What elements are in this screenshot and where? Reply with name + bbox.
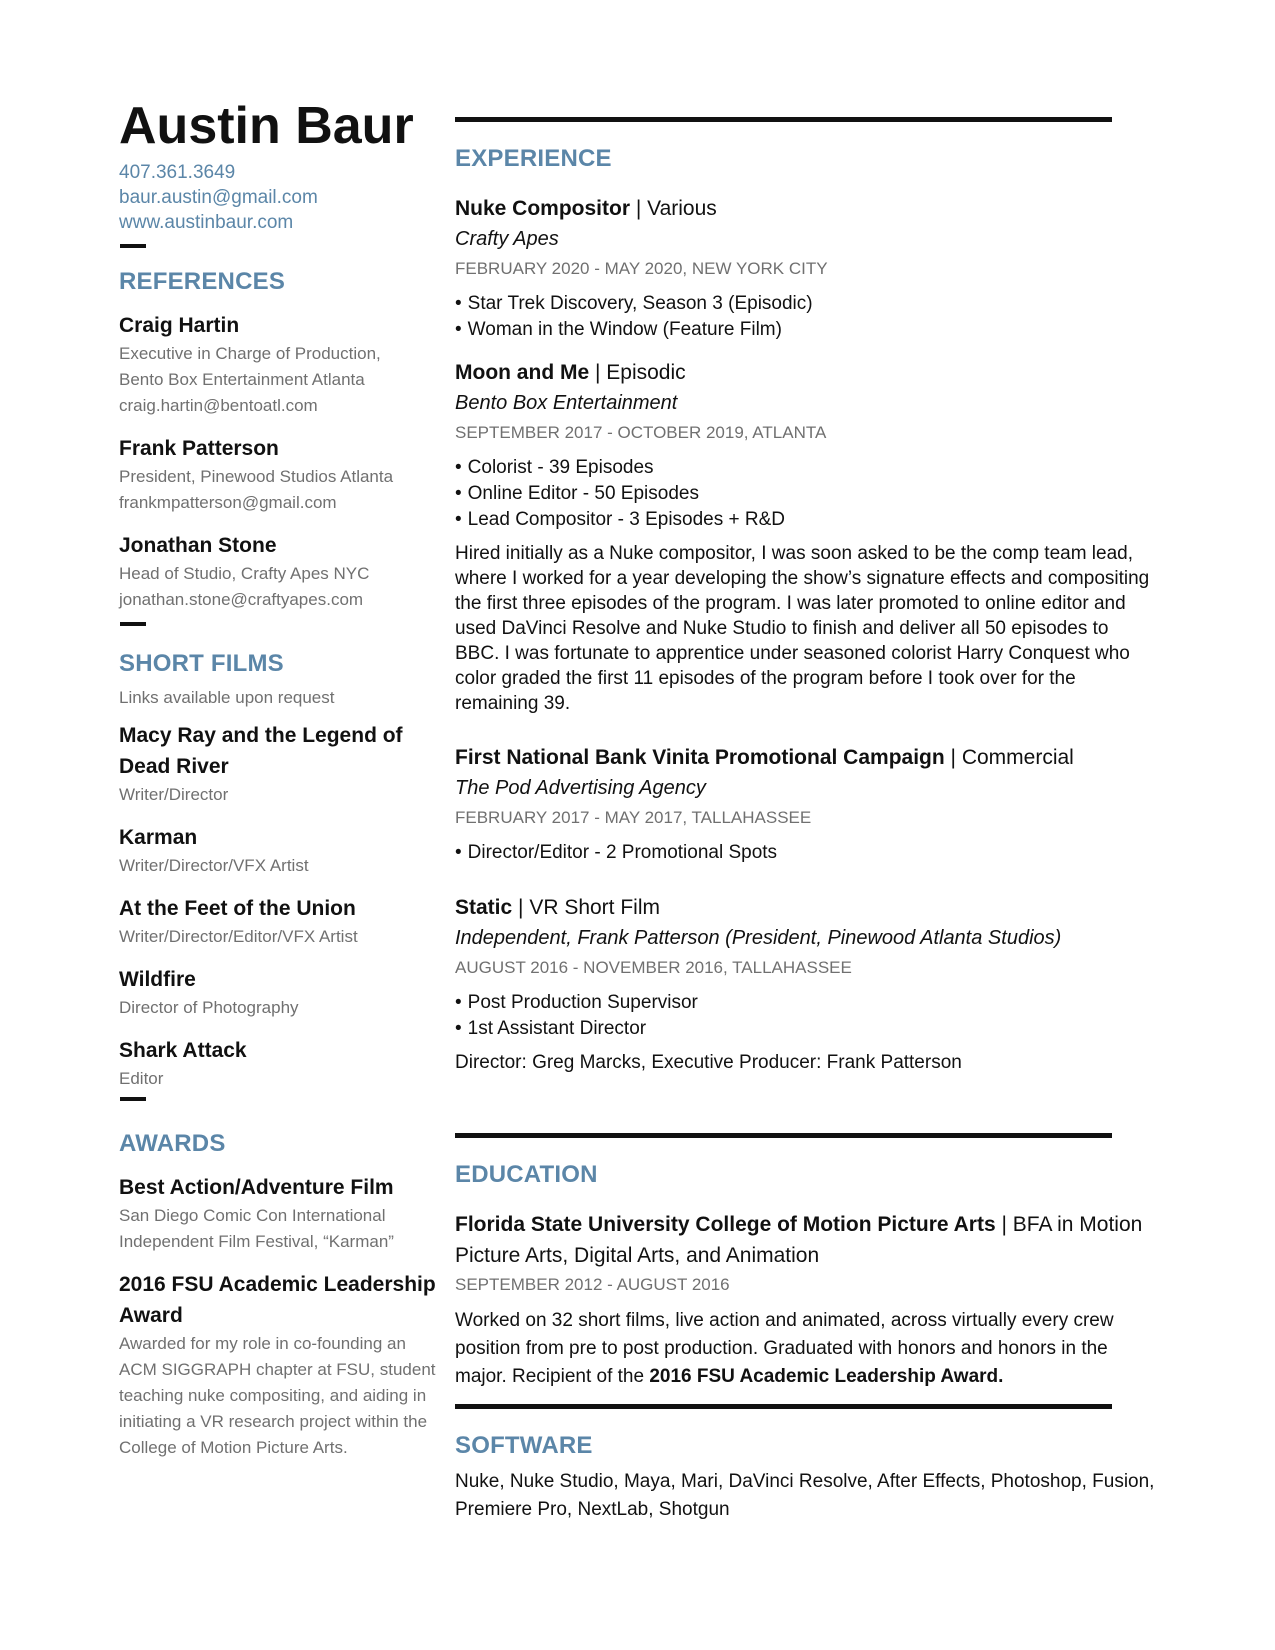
reference-line: President, Pinewood Studios Atlanta [119, 467, 394, 486]
section-title: SHORT FILMS [119, 650, 284, 677]
reference-line: Bento Box Entertainment Atlanta [119, 370, 365, 389]
job-bullets [455, 840, 1155, 866]
job-company: Bento Box Entertainment [455, 392, 678, 414]
film-title: Macy Ray and the Legend of Dead River [119, 724, 403, 778]
school-name: Florida State University College of Motion Picture Arts [455, 1213, 996, 1236]
reference-email: jonathan.stone@craftyapes.com [119, 590, 364, 609]
education-date: SEPTEMBER 2012 - AUGUST 2016 [455, 1275, 730, 1294]
reference-item [119, 433, 439, 516]
reference-email: frankmpatterson@gmail.com [119, 493, 337, 512]
job-kind: VR Short Film [529, 896, 660, 919]
bullet-item: • Colorist - 39 Episodes [455, 455, 1155, 481]
short-films-section [119, 652, 439, 1106]
job-heading: Moon and Me | Episodic [455, 361, 686, 384]
person-name: Austin Baur [119, 97, 414, 155]
section-note: Links available upon request [119, 688, 335, 707]
software-list: Nuke, Nuke Studio, Maya, Mari, DaVinci Resolve, After Effects, Photoshop, Fusion, Premiere Pro, NextLab, Shotgun [455, 1471, 1155, 1520]
section-title: EXPERIENCE [455, 145, 612, 172]
education-award: 2016 FSU Academic Leadership Award. [649, 1366, 1004, 1387]
award-title: Best Action/Adventure Film [119, 1176, 394, 1199]
job-item [455, 357, 1155, 716]
reference-line: Head of Studio, Crafty Apes NYC [119, 564, 370, 583]
film-item [119, 893, 439, 950]
section-title: REFERENCES [119, 268, 286, 295]
job-description: Director: Greg Marcks, Executive Producer: Frank Patterson [455, 1052, 962, 1073]
section-rule [455, 117, 1112, 122]
reference-line: Executive in Charge of Production, [119, 344, 381, 363]
job-kind: Commercial [961, 746, 1074, 769]
film-title: Wildfire [119, 968, 196, 991]
reference-item [119, 310, 439, 419]
bullet-item: • Woman in the Window (Feature Film) [455, 317, 1155, 343]
bullet-item: • 1st Assistant Director [455, 1016, 1155, 1042]
job-date: FEBRUARY 2020 - MAY 2020, NEW YORK CITY [455, 259, 828, 278]
education-text: Worked on 32 short films, live action and animated, across virtually every crew position from pre to post production. Graduated with honors and honors in the major. Recipient of the [455, 1310, 1114, 1387]
email-link[interactable]: baur.austin@gmail.com [119, 187, 318, 208]
reference-email: craig.hartin@bentoatl.com [119, 396, 318, 415]
award-item [119, 1269, 439, 1461]
phone-link[interactable]: 407.361.3649 [119, 162, 236, 183]
reference-name: Jonathan Stone [119, 534, 277, 557]
job-company: Crafty Apes [455, 228, 559, 250]
film-item [119, 1035, 439, 1092]
job-item [455, 892, 1155, 1075]
bullet-item: • Post Production Supervisor [455, 990, 1155, 1016]
software-section [455, 1434, 1155, 1524]
section-title: AWARDS [119, 1130, 226, 1157]
reference-name: Craig Hartin [119, 314, 240, 337]
education-description [455, 1307, 1155, 1391]
bullet-item: • Director/Editor - 2 Promotional Spots [455, 840, 1155, 866]
job-date: FEBRUARY 2017 - MAY 2017, TALLAHASSEE [455, 808, 812, 827]
section-rule [455, 1133, 1112, 1138]
job-kind: Various [647, 197, 717, 220]
film-title: Shark Attack [119, 1039, 247, 1062]
education-section [455, 1163, 1155, 1391]
references-section [119, 270, 439, 627]
film-role: Editor [119, 1069, 164, 1088]
reference-name: Frank Patterson [119, 437, 279, 460]
film-role: Writer/Director/VFX Artist [119, 856, 309, 875]
bullet-item: • Star Trek Discovery, Season 3 (Episodic) [455, 291, 1155, 317]
film-role: Writer/Director [119, 785, 229, 804]
job-date: SEPTEMBER 2017 - OCTOBER 2019, ATLANTA [455, 423, 827, 442]
award-text: Awarded for my role in co-founding an ACM SIGGRAPH chapter at FSU, student teaching nuke compositing, and aiding in initiating a VR research project within the College of Motion Picture Arts. [119, 1334, 436, 1457]
film-item [119, 720, 439, 808]
job-heading: Static | VR Short Film [455, 896, 660, 919]
job-role: Moon and Me [455, 361, 590, 384]
award-item [119, 1172, 439, 1255]
job-item [455, 193, 1155, 343]
job-bullets [455, 990, 1155, 1042]
job-kind: Episodic [606, 361, 686, 384]
contact-block [119, 160, 318, 235]
website-link[interactable]: www.austinbaur.com [119, 212, 294, 233]
job-role: First National Bank Vinita Promotional Campaign [455, 746, 945, 769]
award-title: 2016 FSU Academic Leadership Award [119, 1273, 436, 1327]
job-bullets [455, 455, 1155, 533]
film-role: Director of Photography [119, 998, 299, 1017]
section-title: EDUCATION [455, 1161, 598, 1188]
degree: BFA in Motion Picture Arts, Digital Arts, and Animation [455, 1213, 1143, 1267]
education-heading: Florida State University College of Motion Picture Arts | BFA in Motion Picture Arts, Digital Arts, and Animation [455, 1213, 1143, 1267]
film-item [119, 822, 439, 879]
section-rule [455, 1404, 1112, 1409]
bullet-item: • Lead Compositor - 3 Episodes + R&D [455, 507, 1155, 533]
experience-section [455, 147, 1155, 1075]
bullet-item: • Online Editor - 50 Episodes [455, 481, 1155, 507]
divider-dash [120, 244, 146, 248]
film-title: Karman [119, 826, 198, 849]
film-role: Writer/Director/Editor/VFX Artist [119, 927, 358, 946]
job-role: Nuke Compositor [455, 197, 631, 220]
job-role: Static [455, 896, 513, 919]
job-date: AUGUST 2016 - NOVEMBER 2016, TALLAHASSEE [455, 958, 852, 977]
job-heading: Nuke Compositor | Various [455, 197, 717, 220]
film-title: At the Feet of the Union [119, 897, 356, 920]
award-text: San Diego Comic Con International Independent Film Festival, “Karman” [119, 1206, 394, 1251]
job-bullets [455, 291, 1155, 343]
awards-section [119, 1132, 439, 1475]
job-company: Independent, Frank Patterson (President, Pinewood Atlanta Studios) [455, 927, 1062, 949]
section-title: SOFTWARE [455, 1432, 593, 1459]
job-heading: First National Bank Vinita Promotional Campaign | Commercial [455, 746, 1074, 769]
job-company: The Pod Advertising Agency [455, 777, 706, 799]
reference-item [119, 530, 439, 613]
job-item [455, 742, 1155, 866]
film-item [119, 964, 439, 1021]
job-description: Hired initially as a Nuke compositor, I was soon asked to be the comp team lead, where I worked for a year developing the show’s signature effects and compositing the first three episodes of the program. I was later promoted to online editor and used DaVinci Resolve and Nuke Studio to finish and deliver all 50 episodes to BBC. I was fortunate to apprentice under seasoned colorist Harry Conquest who color graded the first 11 episodes of the program before I took over for the remaining 39. [455, 543, 1150, 714]
